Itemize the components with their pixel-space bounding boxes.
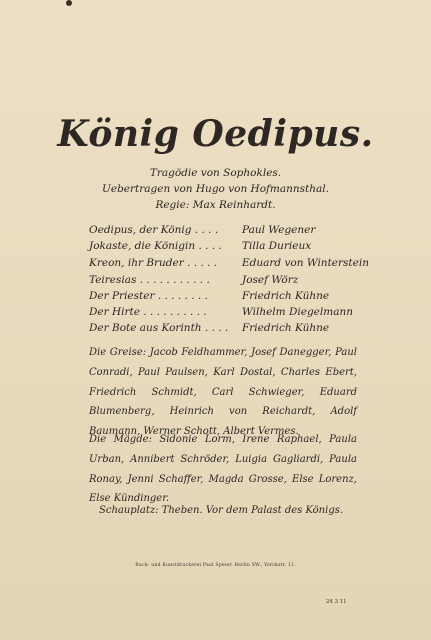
cast-row — [89, 290, 369, 306]
cast-role: Jokaste, die Königin . . . . — [89, 240, 222, 252]
maids-paragraph: Die Mägde: Sidonie Lorm, Irene Raphael, Paula Urban, Annibert Schröder, Luigia Gagliardi, Paula Ronay, Jenni Schaffer, Magda Grosse, Else Lorenz, Else Kündinger. — [89, 434, 357, 505]
cast-actor: Eduard von Winterstein — [242, 257, 369, 269]
cast-row — [89, 257, 369, 273]
cast-actor: Josef Wörz — [242, 274, 299, 286]
cast-role: Teiresias . . . . . . . . . . . — [89, 274, 210, 286]
cast-row — [89, 322, 369, 338]
subtitle: Tragödie von Sophokles. — [149, 167, 282, 179]
elders-paragraph: Die Greise: Jacob Feldhammer, Josef Danegger, Paul Conradi, Paul Paulsen, Karl Dostal, Charles Ebert, Friedrich Schmidt, Carl Schwieger, Eduard Blumenberg, Heinrich von Reichardt, Adolf Baumann, Werner Schott, Albert Vermes. — [89, 347, 357, 438]
cast-actor: Friedrich Kühne — [242, 322, 330, 334]
cast-row — [89, 240, 369, 256]
cast-row — [89, 224, 369, 240]
translation-credit: Uebertragen von Hugo von Hofmannsthal. — [102, 183, 329, 195]
punch-hole — [66, 0, 72, 6]
cast-role: Oedipus, der König . . . . — [89, 224, 219, 236]
page-title: König Oedipus. — [57, 113, 374, 155]
setting-line: Schauplatz: Theben. Vor dem Palast des Königs. — [99, 505, 344, 516]
cast-role: Kreon, ihr Bruder . . . . . — [89, 257, 218, 269]
cast-row — [89, 274, 369, 290]
cast-role: Der Priester . . . . . . . . — [89, 290, 208, 302]
printer-imprint: Buch- und Kunstdruckerei Paul Speier. Berlin SW., Yorckstr. 11. — [135, 563, 296, 568]
cast-row — [89, 306, 369, 322]
cast-actor: Tilla Durieux — [242, 240, 312, 252]
print-code: 24 3 11 — [326, 599, 347, 605]
cast-actor: Wilhelm Diegelmann — [242, 306, 353, 318]
cast-role: Der Bote aus Korinth . . . . — [89, 322, 229, 334]
cast-actor: Friedrich Kühne — [242, 290, 330, 302]
cast-role: Der Hirte . . . . . . . . . . — [89, 306, 207, 318]
cast-actor: Paul Wegener — [242, 224, 316, 236]
direction-credit: Regie: Max Reinhardt. — [155, 199, 276, 211]
